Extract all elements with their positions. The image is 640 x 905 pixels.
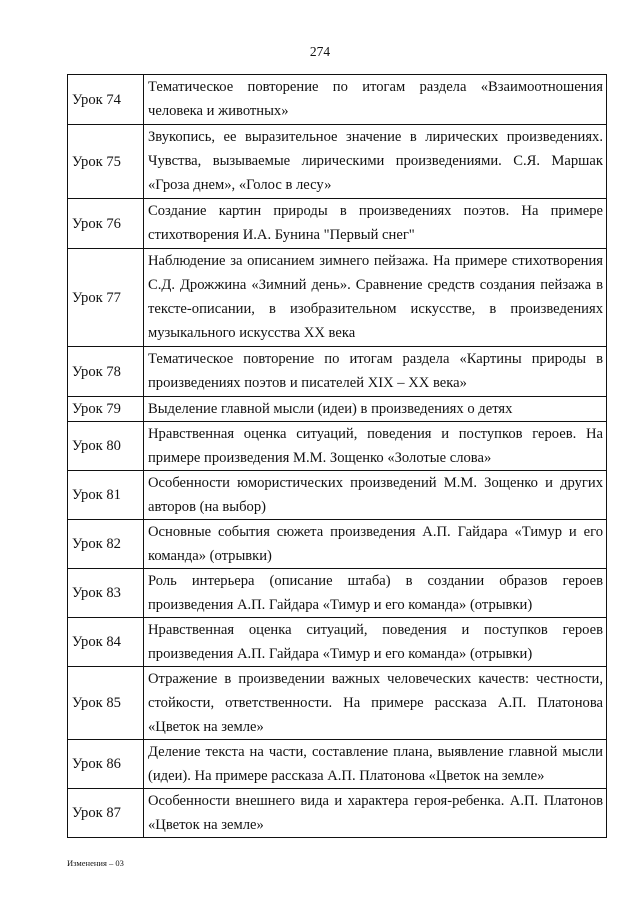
lesson-topic: Основные события сюжета произведения А.П. Гайдара «Тимур и его команда» (отрывки) bbox=[144, 520, 607, 569]
lesson-topic: Отражение в произведении важных человеческих качеств: честности, стойкости, ответственности. На примере рассказа А.П. Платонова «Цветок на земле» bbox=[144, 667, 607, 740]
lesson-number: Урок 81 bbox=[68, 471, 144, 520]
lesson-number: Урок 77 bbox=[68, 249, 144, 347]
lesson-number: Урок 85 bbox=[68, 667, 144, 740]
lesson-topic: Выделение главной мысли (идеи) в произведениях о детях bbox=[144, 397, 607, 422]
revision-note: Изменения – 03 bbox=[67, 858, 124, 868]
lesson-topic: Роль интерьера (описание штаба) в создании образов героев произведения А.П. Гайдара «Тимур и его команда» (отрывки) bbox=[144, 569, 607, 618]
lesson-table bbox=[67, 74, 607, 838]
lesson-topic: Особенности внешнего вида и характера героя-ребенка. А.П. Платонов «Цветок на земле» bbox=[144, 789, 607, 838]
table-row bbox=[68, 740, 607, 789]
lesson-number: Урок 75 bbox=[68, 125, 144, 199]
table-row bbox=[68, 249, 607, 347]
page-number: 274 bbox=[309, 44, 331, 59]
table-row bbox=[68, 471, 607, 520]
lesson-topic: Нравственная оценка ситуаций, поведения и поступков героев. На примере произведения М.М. Зощенко «Золотые слова» bbox=[144, 422, 607, 471]
lesson-number: Урок 79 bbox=[68, 397, 144, 422]
lesson-number: Урок 84 bbox=[68, 618, 144, 667]
table-row bbox=[68, 667, 607, 740]
lesson-topic: Тематическое повторение по итогам раздела «Картины природы в произведениях поэтов и писателей XIX – XX века» bbox=[144, 347, 607, 397]
lesson-number: Урок 82 bbox=[68, 520, 144, 569]
lesson-number: Урок 74 bbox=[68, 75, 144, 125]
lesson-number: Урок 83 bbox=[68, 569, 144, 618]
table-row bbox=[68, 397, 607, 422]
table-row bbox=[68, 75, 607, 125]
lesson-topic: Наблюдение за описанием зимнего пейзажа. На примере стихотворения С.Д. Дрожжина «Зимний день». Сравнение средств создания пейзажа в тексте-описании, в изобразительном искусстве, в произведениях музыкального искусства XX века bbox=[144, 249, 607, 347]
table-row bbox=[68, 125, 607, 199]
table-row bbox=[68, 422, 607, 471]
lesson-number: Урок 86 bbox=[68, 740, 144, 789]
lesson-topic: Нравственная оценка ситуаций, поведения и поступков героев произведения А.П. Гайдара «Тимур и его команда» (отрывки) bbox=[144, 618, 607, 667]
lesson-number: Урок 78 bbox=[68, 347, 144, 397]
lesson-topic: Деление текста на части, составление плана, выявление главной мысли (идеи). На примере рассказа А.П. Платонова «Цветок на земле» bbox=[144, 740, 607, 789]
lesson-topic: Создание картин природы в произведениях поэтов. На примере стихотворения И.А. Бунина "Первый снег" bbox=[144, 199, 607, 249]
lesson-number: Урок 87 bbox=[68, 789, 144, 838]
table-row bbox=[68, 789, 607, 838]
lesson-topic: Тематическое повторение по итогам раздела «Взаимоотношения человека и животных» bbox=[144, 75, 607, 125]
table-row bbox=[68, 618, 607, 667]
lesson-topic: Звукопись, ее выразительное значение в лирических произведениях. Чувства, вызываемые лирическими произведениями. С.Я. Маршак «Гроза днем», «Голос в лесу» bbox=[144, 125, 607, 199]
lesson-number: Урок 76 bbox=[68, 199, 144, 249]
table-row bbox=[68, 347, 607, 397]
table-row bbox=[68, 569, 607, 618]
lesson-topic: Особенности юмористических произведений М.М. Зощенко и других авторов (на выбор) bbox=[144, 471, 607, 520]
table-row bbox=[68, 520, 607, 569]
lesson-number: Урок 80 bbox=[68, 422, 144, 471]
table-row bbox=[68, 199, 607, 249]
